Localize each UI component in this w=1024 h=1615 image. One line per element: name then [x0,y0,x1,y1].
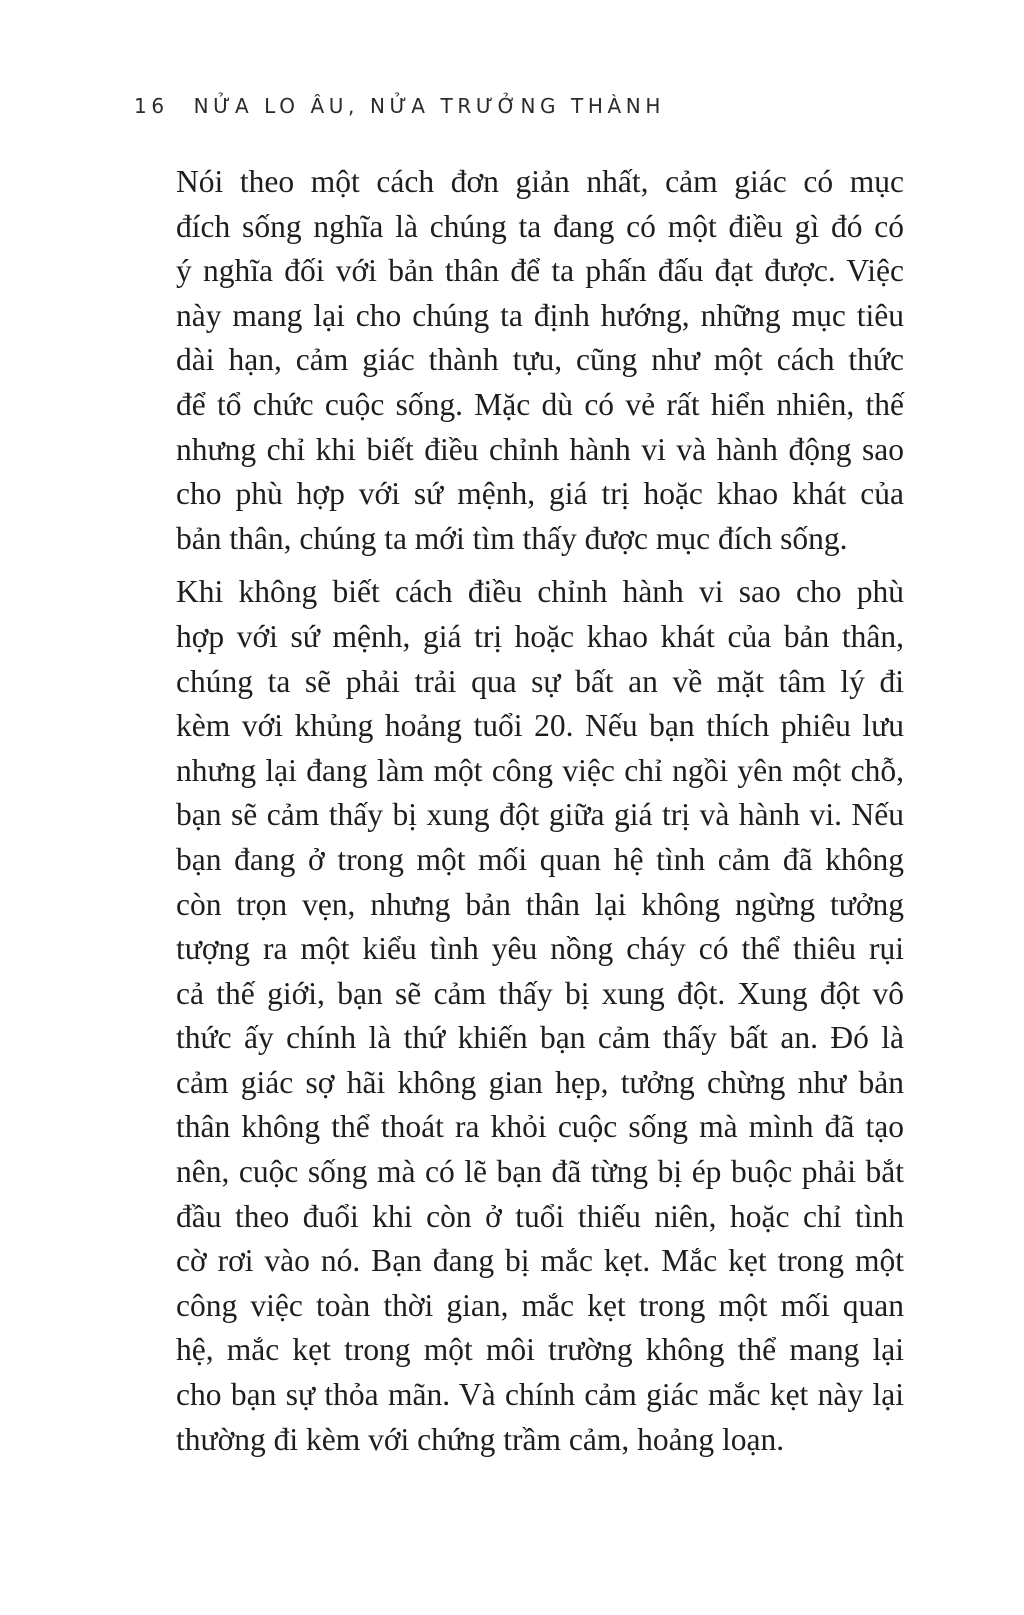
text-line: Khi không biết cách điều chỉnh hành vi sao cho phù [176,574,904,610]
text-line: thân không thể thoát ra khỏi cuộc sống mà mình đã tạo [176,1109,904,1145]
text-line: hợp với sứ mệnh, giá trị hoặc khao khát của bản thân, [176,618,904,654]
book-title: NỬA LO ÂU, NỬA TRƯỞNG THÀNH [193,94,665,118]
text-line: đích sống nghĩa là chúng ta đang có một điều gì đó có [176,208,904,244]
text-line: còn trọn vẹn, nhưng bản thân lại không ngừng tưởng [176,886,904,922]
text-line: cảm giác sợ hãi không gian hẹp, tưởng chừng như bản [176,1064,904,1100]
paragraph-2 [134,570,904,1462]
text-line: cho bạn sự thỏa mãn. Và chính cảm giác mắc kẹt này lại [176,1377,904,1413]
text-line: tượng ra một kiểu tình yêu nồng cháy có thể thiêu rụi [176,931,904,967]
page-number: 16 [134,94,169,118]
text-line: kèm với khủng hoảng tuổi 20. Nếu bạn thích phiêu lưu [176,708,904,744]
text-line: bạn sẽ cảm thấy bị xung đột giữa giá trị và hành vi. Nếu [176,797,904,833]
text-line: bản thân, chúng ta mới tìm thấy được mục đích sống. [176,520,848,556]
text-line: cờ rơi vào nó. Bạn đang bị mắc kẹt. Mắc kẹt trong một [176,1243,904,1279]
text-line: thường đi kèm với chứng trầm cảm, hoảng loạn. [176,1421,785,1457]
text-line: chúng ta sẽ phải trải qua sự bất an về mặt tâm lý đi [176,663,904,699]
paragraph-1 [134,160,904,561]
text-line: nhưng chỉ khi biết điều chỉnh hành vi và hành động sao [176,431,904,467]
text-line: cả thế giới, bạn sẽ cảm thấy bị xung đột. Xung đột vô [176,975,904,1011]
text-line: thức ấy chính là thứ khiến bạn cảm thấy bất an. Đó là [176,1020,904,1056]
text-line: bạn đang ở trong một mối quan hệ tình cảm đã không [176,841,904,877]
text-line: Nói theo một cách đơn giản nhất, cảm giác có mục [176,164,904,199]
text-line: này mang lại cho chúng ta định hướng, những mục tiêu [176,297,904,333]
text-line: ý nghĩa đối với bản thân để ta phấn đấu đạt được. Việc [176,253,904,289]
text-line: cho phù hợp với sứ mệnh, giá trị hoặc khao khát của [176,476,904,512]
text-line: đầu theo đuổi khi còn ở tuổi thiếu niên, hoặc chỉ tình [176,1198,904,1234]
text-line: hệ, mắc kẹt trong một môi trường không thể mang lại [176,1332,904,1368]
text-line: dài hạn, cảm giác thành tựu, cũng như một cách thức [176,342,904,378]
body-text [134,160,904,1471]
text-line: công việc toàn thời gian, mắc kẹt trong một mối quan [176,1287,904,1323]
text-line: nên, cuộc sống mà có lẽ bạn đã từng bị ép buộc phải bắt [176,1154,904,1190]
text-line: để tổ chức cuộc sống. Mặc dù có vẻ rất hiển nhiên, thế [176,386,904,422]
running-header [134,92,665,120]
text-line: nhưng lại đang làm một công việc chỉ ngồi yên một chỗ, [176,752,904,788]
